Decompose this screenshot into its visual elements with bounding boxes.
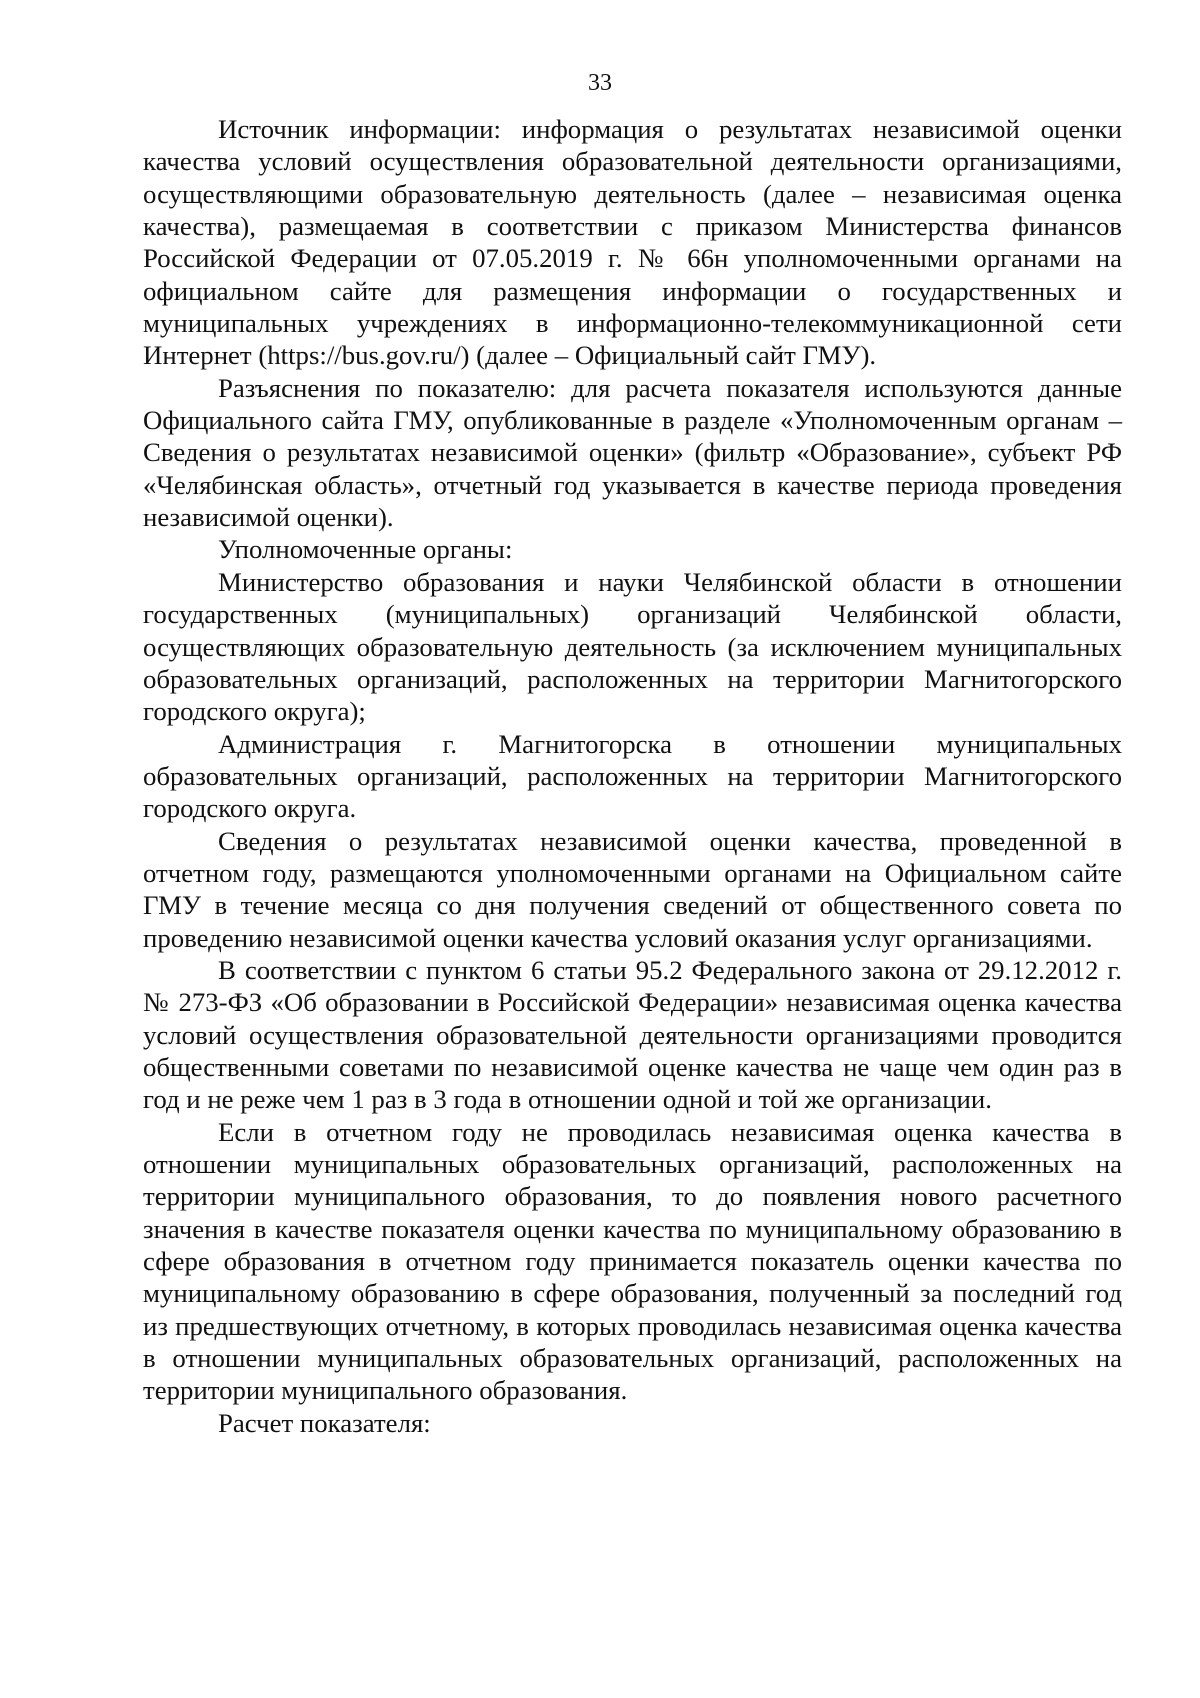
paragraph-federal-law: В соответствии с пунктом 6 статьи 95.2 Федерального закона от 29.12.2012 г. № 273-ФЗ «Об образовании в Российской Федерации» независимая оценка качества условий осуществления образовательной деятельности организациями проводится общественными советами по независимой оценке качества не чаще чем один раз в год и не реже чем 1 раз в 3 года в отношении одной и той же организации. bbox=[143, 954, 1122, 1115]
paragraph-authorized-bodies-heading: Уполномоченные органы: bbox=[218, 534, 513, 565]
paragraph-indicator-explanation: Разъяснения по показателю: для расчета показателя используются данные Официального сайта ГМУ, опубликованные в разделе «Уполномоченным органам – Сведения о результатах независимой оценки» (фильтр «Образование», субъект РФ «Челябинская область», отчетный год указывается в качестве периода проведения независимой оценки). bbox=[143, 372, 1122, 533]
paragraph-ministry: Министерство образования и науки Челябинской области в отношении государственных (муниципальных) организаций Челябинской области, осуществляющих образовательную деятельность (за исключением муниципальных образовательных организаций, расположенных на территории Магнитогорского городского округа); bbox=[143, 566, 1122, 727]
paragraph-no-assessment-case: Если в отчетном году не проводилась независимая оценка качества в отношении муниципальных образовательных организаций, расположенных на территории муниципального образования, то до появления нового расчетного значения в качестве показателя оценки качества по муниципальному образованию в сфере образования в отчетном году принимается показатель оценки качества по муниципальному образованию в сфере образования, полученный за последний год из предшествующих отчетному, в которых проводилась независимая оценка качества в отношении муниципальных образовательных организаций, расположенных на территории муниципального образования. bbox=[143, 1116, 1122, 1406]
paragraph-calculation-heading: Расчет показателя: bbox=[218, 1407, 431, 1438]
document-body bbox=[143, 113, 1122, 1439]
paragraph-results-publication: Сведения о результатах независимой оценки качества, проведенной в отчетном году, размещаются уполномоченными органами на Официальном сайте ГМУ в течение месяца со дня получения сведений от общественного совета по проведению независимой оценки качества условий оказания услуг организациями. bbox=[143, 825, 1122, 953]
page-number: 33 bbox=[588, 70, 612, 96]
paragraph-information-source: Источник информации: информация о результатах независимой оценки качества условий осуществления образовательной деятельности организациями, осуществляющими образовательную деятельность (далее – независимая оценка качества), размещаемая в соответствии с приказом Министерства финансов Российской Федерации от 07.05.2019 г. № 66н уполномоченными органами на официальном сайте для размещения информации о государственных и муниципальных учреждениях в информационно-телекоммуникационной сети Интернет (https://bus.gov.ru/) (далее – Официальный сайт ГМУ). bbox=[143, 114, 1122, 371]
paragraph-magnitogorsk-administration: Администрация г. Магнитогорска в отношении муниципальных образовательных организаций, расположенных на территории Магнитогорского городского округа. bbox=[143, 728, 1122, 824]
